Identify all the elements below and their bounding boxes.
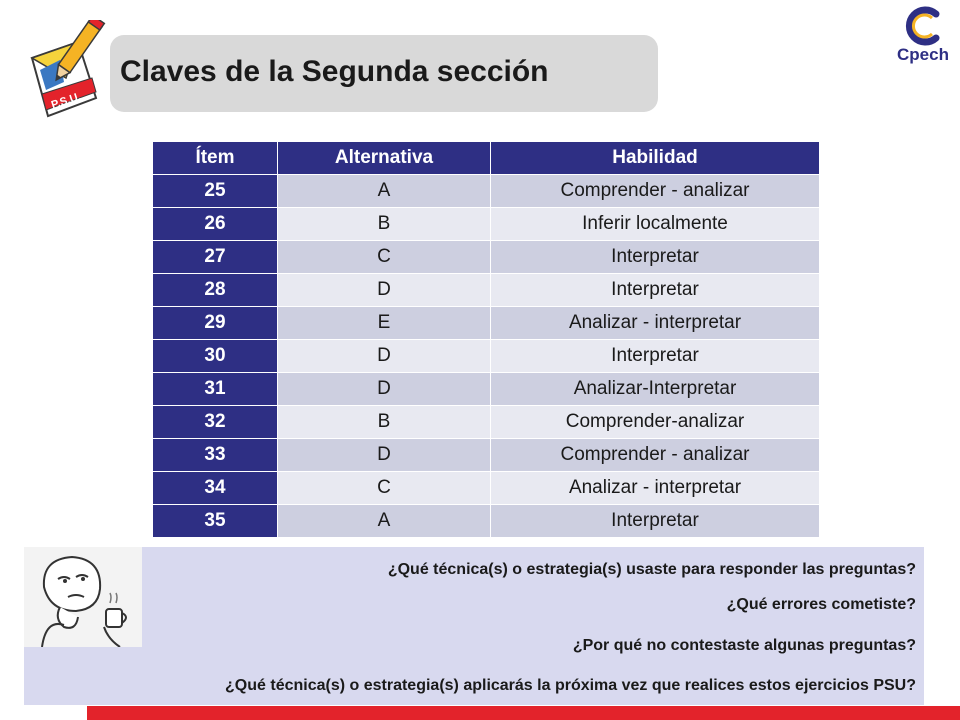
alternativa-cell: C bbox=[278, 241, 491, 274]
table-row bbox=[153, 505, 820, 538]
habilidad-cell: Comprender - analizar bbox=[491, 439, 820, 472]
item-cell: 32 bbox=[153, 406, 278, 439]
cpech-logo bbox=[892, 4, 954, 66]
item-cell: 28 bbox=[153, 274, 278, 307]
question-technique-used: ¿Qué técnica(s) o estrategia(s) usaste para responder las preguntas? bbox=[387, 561, 916, 578]
table-row bbox=[153, 472, 820, 505]
alternativa-cell: B bbox=[278, 208, 491, 241]
table-row bbox=[153, 208, 820, 241]
item-cell: 34 bbox=[153, 472, 278, 505]
reflection-panel bbox=[24, 547, 924, 705]
item-cell: 30 bbox=[153, 340, 278, 373]
item-cell: 26 bbox=[153, 208, 278, 241]
item-cell: 33 bbox=[153, 439, 278, 472]
column-header-alternativa: Alternativa bbox=[278, 142, 491, 175]
table-row bbox=[153, 274, 820, 307]
question-unanswered: ¿Por qué no contestaste algunas preguntas? bbox=[572, 637, 916, 654]
alternativa-cell: C bbox=[278, 472, 491, 505]
habilidad-cell: Interpretar bbox=[491, 505, 820, 538]
habilidad-cell: Interpretar bbox=[491, 340, 820, 373]
table-row bbox=[153, 175, 820, 208]
column-header-habilidad: Habilidad bbox=[491, 142, 820, 175]
table-header-row bbox=[153, 142, 820, 175]
answer-key-table bbox=[152, 141, 820, 538]
habilidad-cell: Analizar - interpretar bbox=[491, 472, 820, 505]
item-cell: 31 bbox=[153, 373, 278, 406]
alternativa-cell: B bbox=[278, 406, 491, 439]
item-cell: 27 bbox=[153, 241, 278, 274]
question-errors: ¿Qué errores cometiste? bbox=[726, 596, 916, 613]
habilidad-cell: Analizar - interpretar bbox=[491, 307, 820, 340]
cpech-logo-text: Cpech bbox=[897, 45, 949, 64]
alternativa-cell: D bbox=[278, 373, 491, 406]
table-row bbox=[153, 439, 820, 472]
table-row bbox=[153, 406, 820, 439]
item-cell: 29 bbox=[153, 307, 278, 340]
item-cell: 25 bbox=[153, 175, 278, 208]
table-row bbox=[153, 340, 820, 373]
habilidad-cell: Inferir localmente bbox=[491, 208, 820, 241]
habilidad-cell: Interpretar bbox=[491, 241, 820, 274]
table-row bbox=[153, 373, 820, 406]
column-header-item: Ítem bbox=[153, 142, 278, 175]
title-banner bbox=[110, 35, 658, 112]
habilidad-cell: Comprender - analizar bbox=[491, 175, 820, 208]
page-title: Claves de la Segunda sección bbox=[120, 55, 549, 88]
psu-logo bbox=[26, 20, 106, 120]
alternativa-cell: E bbox=[278, 307, 491, 340]
alternativa-cell: A bbox=[278, 505, 491, 538]
thinking-face-image bbox=[24, 547, 142, 647]
habilidad-cell: Interpretar bbox=[491, 274, 820, 307]
alternativa-cell: D bbox=[278, 439, 491, 472]
item-cell: 35 bbox=[153, 505, 278, 538]
question-next-strategy: ¿Qué técnica(s) o estrategia(s) aplicarás la próxima vez que realices estos ejercicios PSU? bbox=[225, 677, 916, 694]
habilidad-cell: Analizar-Interpretar bbox=[491, 373, 820, 406]
alternativa-cell: D bbox=[278, 274, 491, 307]
table-row bbox=[153, 241, 820, 274]
alternativa-cell: D bbox=[278, 340, 491, 373]
table-row bbox=[153, 307, 820, 340]
habilidad-cell: Comprender-analizar bbox=[491, 406, 820, 439]
psu-logo-text: P.S.U. bbox=[49, 90, 83, 112]
alternativa-cell: A bbox=[278, 175, 491, 208]
footer-accent-bar bbox=[87, 706, 960, 720]
